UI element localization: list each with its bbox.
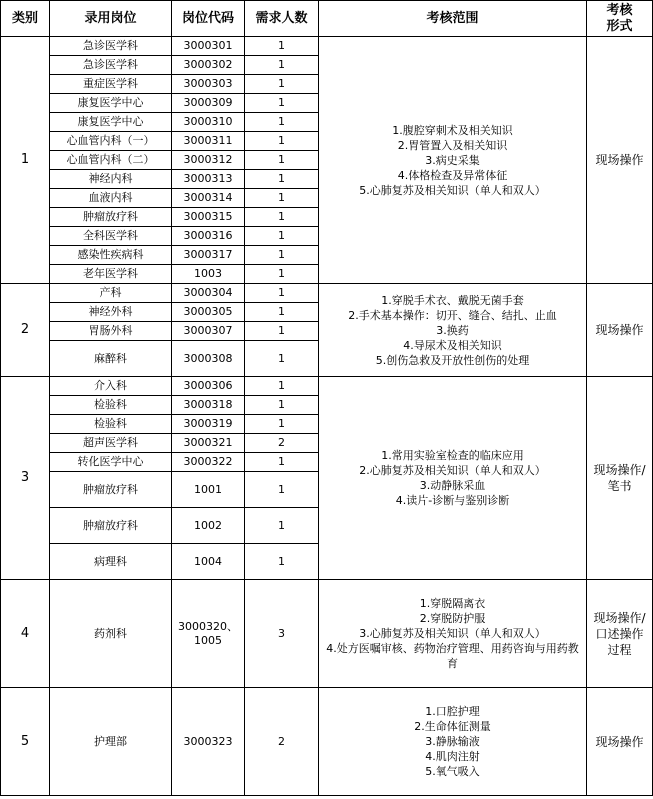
scope-item: 2.心肺复苏及相关知识（单人和双人） (359, 464, 546, 477)
scope-cell (319, 688, 587, 796)
form-cell: 现场操作/ 口述操作 过程 (587, 580, 653, 688)
code-cell: 3000314 (172, 189, 245, 208)
scope-item: 1.穿脱隔离衣 (419, 597, 486, 610)
count-cell: 1 (245, 284, 319, 303)
header-code: 岗位代码 (172, 1, 245, 37)
table-row (1, 37, 653, 56)
code-cell: 3000312 (172, 151, 245, 170)
code-cell: 3000307 (172, 322, 245, 341)
scope-item: 2.穿脱防护服 (419, 612, 486, 625)
post-cell: 全科医学科 (50, 227, 172, 246)
count-cell: 1 (245, 544, 319, 580)
category-cell: 4 (1, 580, 50, 688)
category-cell: 2 (1, 284, 50, 377)
scope-item: 5.心肺复苏及相关知识（单人和双人） (359, 183, 546, 197)
scope-cell (319, 580, 587, 688)
code-cell: 3000323 (172, 688, 245, 796)
count-cell: 2 (245, 688, 319, 796)
scope-item: 3.静脉输液 (425, 735, 480, 748)
post-cell: 病理科 (50, 544, 172, 580)
count-cell: 2 (245, 434, 319, 453)
post-cell: 急诊医学科 (50, 37, 172, 56)
count-cell: 1 (245, 94, 319, 113)
count-cell: 1 (245, 208, 319, 227)
post-cell: 护理部 (50, 688, 172, 796)
count-cell: 1 (245, 132, 319, 151)
scope-item: 3.动静脉采血 (419, 479, 486, 492)
header-form: 考核 形式 (587, 1, 653, 37)
category-cell: 3 (1, 377, 50, 580)
count-cell: 1 (245, 377, 319, 396)
scope-item: 4.肌肉注射 (425, 750, 480, 763)
count-cell: 1 (245, 151, 319, 170)
code-cell: 3000317 (172, 246, 245, 265)
code-cell: 3000310 (172, 113, 245, 132)
post-cell: 检验科 (50, 396, 172, 415)
scope-item: 1.口腔护理 (425, 705, 480, 718)
count-cell: 1 (245, 508, 319, 544)
code-cell: 3000305 (172, 303, 245, 322)
form-cell: 现场操作/ 笔书 (587, 377, 653, 580)
post-cell: 胃肠外科 (50, 322, 172, 341)
scope-item: 4.导尿术及相关知识 (403, 338, 502, 352)
post-cell: 心血管内科（一） (50, 132, 172, 151)
count-cell: 1 (245, 303, 319, 322)
post-cell: 介入科 (50, 377, 172, 396)
code-cell: 3000315 (172, 208, 245, 227)
post-cell: 药剂科 (50, 580, 172, 688)
header-category: 类别 (1, 1, 50, 37)
code-cell: 3000306 (172, 377, 245, 396)
count-cell: 1 (245, 189, 319, 208)
scope-cell (319, 284, 587, 377)
post-cell: 产科 (50, 284, 172, 303)
post-cell: 心血管内科（二） (50, 151, 172, 170)
count-cell: 1 (245, 396, 319, 415)
code-cell: 1002 (172, 508, 245, 544)
form-cell: 现场操作 (587, 37, 653, 284)
scope-item: 2.生命体征测量 (414, 720, 491, 733)
code-cell: 3000320、 1005 (172, 580, 245, 688)
post-cell: 超声医学科 (50, 434, 172, 453)
scope-item: 4.体格检查及异常体征 (397, 168, 508, 182)
code-cell: 3000321 (172, 434, 245, 453)
table-row (1, 284, 653, 303)
post-cell: 血液内科 (50, 189, 172, 208)
code-cell: 1004 (172, 544, 245, 580)
code-cell: 1001 (172, 472, 245, 508)
table-body (1, 37, 653, 796)
code-cell: 3000301 (172, 37, 245, 56)
scope-cell (319, 37, 587, 284)
scope-item: 2.胃管置入及相关知识 (397, 138, 508, 152)
scope-item: 2.手术基本操作：切开、缝合、结扎、止血 (348, 308, 557, 322)
count-cell: 1 (245, 453, 319, 472)
post-cell: 神经内科 (50, 170, 172, 189)
post-cell: 康复医学中心 (50, 113, 172, 132)
scope-item: 4.读片-诊断与鉴别诊断 (395, 494, 510, 507)
post-cell: 肿瘤放疗科 (50, 508, 172, 544)
count-cell: 1 (245, 56, 319, 75)
count-cell: 1 (245, 322, 319, 341)
post-cell: 急诊医学科 (50, 56, 172, 75)
count-cell: 1 (245, 227, 319, 246)
post-cell: 麻醉科 (50, 341, 172, 377)
count-cell: 1 (245, 265, 319, 284)
scope-item: 1.腹腔穿刺术及相关知识 (392, 123, 513, 137)
header-post: 录用岗位 (50, 1, 172, 37)
form-cell: 现场操作 (587, 688, 653, 796)
scope-item: 5.创伤急救及开放性创伤的处理 (375, 353, 530, 367)
post-cell: 肿瘤放疗科 (50, 472, 172, 508)
code-cell: 1003 (172, 265, 245, 284)
category-cell: 1 (1, 37, 50, 284)
code-cell: 3000309 (172, 94, 245, 113)
count-cell: 1 (245, 37, 319, 56)
code-cell: 3000322 (172, 453, 245, 472)
code-cell: 3000304 (172, 284, 245, 303)
form-cell: 现场操作 (587, 284, 653, 377)
scope-item: 3.心肺复苏及相关知识（单人和双人） (359, 627, 546, 640)
header-count: 需求人数 (245, 1, 319, 37)
category-cell: 5 (1, 688, 50, 796)
header-scope: 考核范围 (319, 1, 587, 37)
count-cell: 1 (245, 415, 319, 434)
code-cell: 3000316 (172, 227, 245, 246)
scope-item: 5.氧气吸入 (425, 765, 480, 778)
count-cell: 3 (245, 580, 319, 688)
code-cell: 3000302 (172, 56, 245, 75)
table-row (1, 377, 653, 396)
post-cell: 肿瘤放疗科 (50, 208, 172, 227)
table-row (1, 580, 653, 688)
header-row (1, 1, 653, 37)
code-cell: 3000319 (172, 415, 245, 434)
code-cell: 3000303 (172, 75, 245, 94)
scope-item: 1.穿脱手术衣、戴脱无菌手套 (381, 293, 524, 307)
code-cell: 3000308 (172, 341, 245, 377)
table-row (1, 688, 653, 796)
scope-item: 1.常用实验室检查的临床应用 (381, 449, 524, 462)
count-cell: 1 (245, 75, 319, 94)
count-cell: 1 (245, 246, 319, 265)
post-cell: 转化医学中心 (50, 453, 172, 472)
scope-item: 4.处方医嘱审核、药物治疗管理、用药咨询与用药教育 (326, 642, 579, 670)
count-cell: 1 (245, 472, 319, 508)
count-cell: 1 (245, 170, 319, 189)
scope-item: 3.换药 (436, 323, 469, 337)
code-cell: 3000318 (172, 396, 245, 415)
scope-cell (319, 377, 587, 580)
post-cell: 康复医学中心 (50, 94, 172, 113)
code-cell: 3000311 (172, 132, 245, 151)
scope-item: 3.病史采集 (425, 153, 480, 167)
post-cell: 检验科 (50, 415, 172, 434)
post-cell: 老年医学科 (50, 265, 172, 284)
post-cell: 感染性疾病科 (50, 246, 172, 265)
post-cell: 神经外科 (50, 303, 172, 322)
code-cell: 3000313 (172, 170, 245, 189)
count-cell: 1 (245, 113, 319, 132)
count-cell: 1 (245, 341, 319, 377)
post-cell: 重症医学科 (50, 75, 172, 94)
